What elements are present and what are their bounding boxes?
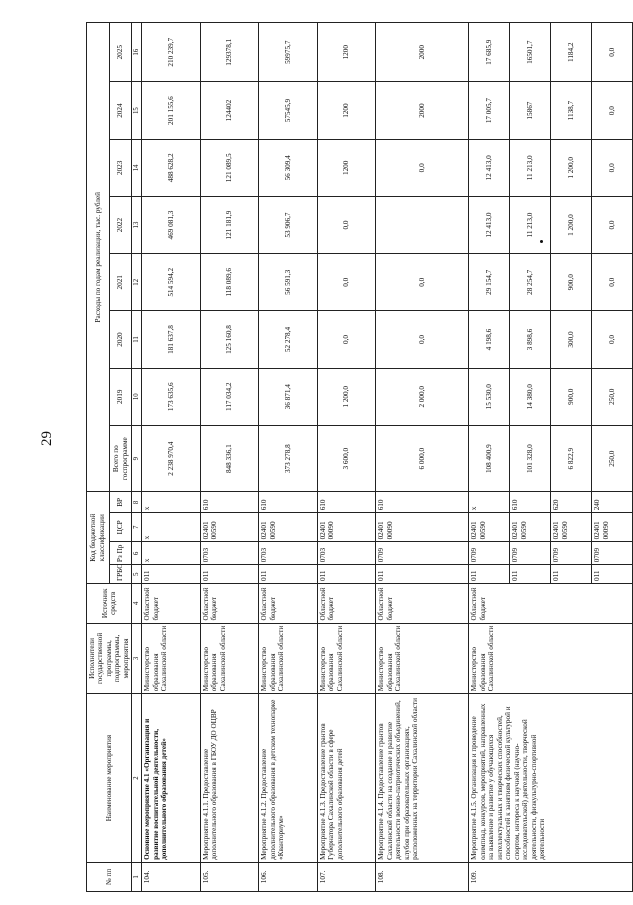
row-csr: 02401 00590 <box>259 513 317 542</box>
column-number: 12 <box>132 254 142 311</box>
row-grbs: 011 <box>510 565 551 584</box>
row-year-value: 117 034,2 <box>200 368 258 425</box>
header-name: Наименование мероприятия <box>87 694 132 863</box>
row-year-value: 12 413,0 <box>469 196 510 253</box>
column-number: 5 <box>132 565 142 584</box>
row-executor: Министерство образования Сахалинской области <box>317 623 375 694</box>
row-year-value: 0,0 <box>592 196 633 253</box>
row-total: 101 328,0 <box>510 425 551 492</box>
header-year: 2024 <box>109 82 132 139</box>
row-year-value: 1138,7 <box>551 82 592 139</box>
row-vr: 610 <box>376 492 469 513</box>
row-year-value: 118 089,6 <box>200 254 258 311</box>
row-source: Областной бюджет <box>142 584 200 624</box>
row-total: 848 336,1 <box>200 425 258 492</box>
row-source: Областной бюджет <box>200 584 258 624</box>
row-year-value: 0,0 <box>317 311 375 368</box>
row-year-value: 121 089,5 <box>200 139 258 196</box>
row-rzpr: x <box>142 542 200 565</box>
row-vr: 620 <box>551 492 592 513</box>
row-executor: Министерство образования Сахалинской области <box>259 623 317 694</box>
row-rzpr: 0709 <box>376 542 469 565</box>
header-year: 2025 <box>109 23 132 82</box>
row-csr: 02401 00590 <box>551 513 592 542</box>
row-year-value: 0,0 <box>376 311 469 368</box>
row-year-value: 1200 <box>317 23 375 82</box>
row-year-value <box>376 196 469 253</box>
row-grbs: 011 <box>592 565 633 584</box>
header-budget-class: Код бюджетной классификации <box>87 492 110 584</box>
row-grbs: 011 <box>142 565 200 584</box>
row-year-value: 0,0 <box>376 139 469 196</box>
row-year-value: 250,0 <box>592 368 633 425</box>
row-grbs: 011 <box>200 565 258 584</box>
header-csr: ЦСР <box>109 513 132 542</box>
row-vr: 610 <box>510 492 551 513</box>
column-number: 13 <box>132 196 142 253</box>
row-year-value: 4 198,6 <box>469 311 510 368</box>
row-total: 6 000,0 <box>376 425 469 492</box>
row-name: Мероприятие 4.1.5. Организация и проведение олимпиад, конкурсов, мероприятий, направленных на выявление и развитие у обучающихся интеллектуальных и творческих способностей, способностей к занятиям физической культурой и спортом, интереса к научной (научно-исследовательской) деятельности, творческой деятельности, физкультурно-спортивной деятельности <box>469 694 633 863</box>
row-name: Мероприятие 4.1.3. Предоставление грантов Губернатора Сахалинской области в сфере дополнительного образования детей <box>317 694 375 863</box>
row-year-value: 12 413,0 <box>469 139 510 196</box>
table-row <box>317 23 375 892</box>
row-year-value: 36 871,4 <box>259 368 317 425</box>
row-year-value: 129378,1 <box>200 23 258 82</box>
column-number: 4 <box>132 584 142 624</box>
row-year-value: 56 309,4 <box>259 139 317 196</box>
row-year-value: 488 628,2 <box>142 139 200 196</box>
row-rzpr: 0703 <box>259 542 317 565</box>
page-number: 29 <box>39 431 55 446</box>
column-number: 1 <box>132 862 142 891</box>
row-year-value: 173 635,6 <box>142 368 200 425</box>
row-year-value: 181 637,8 <box>142 311 200 368</box>
row-grbs: 011 <box>469 565 510 584</box>
row-total: 108 400,9 <box>469 425 510 492</box>
row-name: Мероприятие 4.1.2. Предоставление дополнительного образования в детском технопарке «Кванториум» <box>259 694 317 863</box>
row-csr: 02401 00090 <box>592 513 633 542</box>
row-year-value: 53 906,7 <box>259 196 317 253</box>
row-name: Мероприятие 4.1.1. Предоставление дополнительного образования в ГБОУ ДО ОЦВР <box>200 694 258 863</box>
row-year-value: 1 200,0 <box>551 139 592 196</box>
header-year: 2020 <box>109 311 132 368</box>
row-year-value: 0,0 <box>592 311 633 368</box>
row-year-value: 1200 <box>317 139 375 196</box>
header-year: 2019 <box>109 368 132 425</box>
row-rzpr: 0709 <box>551 542 592 565</box>
row-source: Областной бюджет <box>317 584 375 624</box>
row-number: 105. <box>200 862 258 891</box>
header-total: Всего по госпрограмме <box>109 425 132 492</box>
row-year-value: 2000 <box>376 82 469 139</box>
row-year-value: 11 213,0 <box>510 139 551 196</box>
row-name: Основное мероприятие 4.1 «Организация и развитие воспитательной деятельности, дополнительного образования детей» <box>142 694 200 863</box>
row-executor: Министерство образования Сахалинской области <box>142 623 200 694</box>
row-year-value: 201 155,6 <box>142 82 200 139</box>
row-vr: 610 <box>259 492 317 513</box>
row-year-value: 0,0 <box>592 254 633 311</box>
row-number: 104. <box>142 862 200 891</box>
header-year: 2022 <box>109 196 132 253</box>
row-rzpr: 0709 <box>510 542 551 565</box>
row-year-value: 0,0 <box>592 82 633 139</box>
row-year-value: 0,0 <box>592 23 633 82</box>
row-source: Областной бюджет <box>469 584 633 624</box>
row-number: 109. <box>469 862 633 891</box>
row-year-value: 15 530,0 <box>469 368 510 425</box>
row-year-value: 121 181,9 <box>200 196 258 253</box>
header-source: Источник средств <box>87 584 132 624</box>
column-number: 7 <box>132 513 142 542</box>
row-total: 6 822,9 <box>551 425 592 492</box>
row-number: 107. <box>317 862 375 891</box>
row-year-value: 15867 <box>510 82 551 139</box>
row-csr: 02401 00590 <box>510 513 551 542</box>
row-year-value: 900,0 <box>551 254 592 311</box>
row-number: 106. <box>259 862 317 891</box>
row-year-value: 29 154,7 <box>469 254 510 311</box>
row-year-value: 17 685,9 <box>469 23 510 82</box>
header-vr: ВР <box>109 492 132 513</box>
row-grbs: 011 <box>259 565 317 584</box>
header-executor: Исполнители государственной программы, подпрограммы, мероприятия <box>87 623 132 694</box>
row-rzpr: 0703 <box>317 542 375 565</box>
row-year-value: 514 594,2 <box>142 254 200 311</box>
header-year: 2021 <box>109 254 132 311</box>
row-csr: 02401 00090 <box>317 513 375 542</box>
row-total: 3 600,0 <box>317 425 375 492</box>
table-row <box>142 23 200 892</box>
row-source: Областной бюджет <box>259 584 317 624</box>
column-number: 2 <box>132 694 142 863</box>
column-number: 3 <box>132 623 142 694</box>
header-grbs: ГРБС <box>109 565 132 584</box>
row-year-value: 900,0 <box>551 368 592 425</box>
column-number: 10 <box>132 368 142 425</box>
row-year-value: 0,0 <box>317 196 375 253</box>
row-year-value: 2000 <box>376 23 469 82</box>
column-number: 8 <box>132 492 142 513</box>
header-expenses: Расходы по годам реализации, тыс. рублей <box>87 23 110 492</box>
row-year-value: 300,0 <box>551 311 592 368</box>
row-year-value: 57545,9 <box>259 82 317 139</box>
row-rzpr: 0709 <box>592 542 633 565</box>
row-vr: 610 <box>317 492 375 513</box>
row-year-value: 52 278,4 <box>259 311 317 368</box>
row-csr: 02401 00590 <box>469 513 510 542</box>
row-year-value: 56 591,3 <box>259 254 317 311</box>
row-year-value: 1 200,0 <box>317 368 375 425</box>
column-number: 9 <box>132 425 142 492</box>
row-total: 373 278,8 <box>259 425 317 492</box>
column-number: 15 <box>132 82 142 139</box>
row-year-value: 0,0 <box>592 139 633 196</box>
column-number-row <box>132 23 142 892</box>
column-number: 14 <box>132 139 142 196</box>
row-vr: 610 <box>200 492 258 513</box>
row-year-value: 0,0 <box>376 254 469 311</box>
row-year-value: 17 005,7 <box>469 82 510 139</box>
row-year-value: 59975,7 <box>259 23 317 82</box>
column-number: 11 <box>132 311 142 368</box>
row-year-value: 210 239,7 <box>142 23 200 82</box>
header-rzpr: Рз Пр <box>109 542 132 565</box>
header-num: № пп <box>87 862 132 891</box>
row-vr: 240 <box>592 492 633 513</box>
row-name: Мероприятие 4.1.4. Предоставление грантов Сахалинской области на создание и развитие деятельности военно-патриотических объединений, клубов при образовательных организациях, расположенных на территории Сахалинской области <box>376 694 469 863</box>
column-number: 6 <box>132 542 142 565</box>
row-year-value: 3 898,6 <box>510 311 551 368</box>
row-executor: Министерство образования Сахалинской области <box>469 623 633 694</box>
row-grbs: 011 <box>551 565 592 584</box>
header-year: 2023 <box>109 139 132 196</box>
row-year-value: 469 081,3 <box>142 196 200 253</box>
rotated-table-container <box>86 22 628 892</box>
table-row <box>469 23 510 892</box>
row-year-value: 11 213,0 <box>510 196 551 253</box>
budget-table <box>86 22 633 892</box>
row-csr: 02401 00090 <box>376 513 469 542</box>
row-total: 250,0 <box>592 425 633 492</box>
row-year-value: 2 000,0 <box>376 368 469 425</box>
table-row <box>200 23 258 892</box>
row-year-value: 28 254,7 <box>510 254 551 311</box>
row-year-value: 14 380,0 <box>510 368 551 425</box>
row-year-value: 1200 <box>317 82 375 139</box>
row-executor: Министерство образования Сахалинской области <box>376 623 469 694</box>
row-grbs: 011 <box>317 565 375 584</box>
row-year-value: 124402 <box>200 82 258 139</box>
row-executor: Министерство образования Сахалинской области <box>200 623 258 694</box>
row-year-value: 1 200,0 <box>551 196 592 253</box>
column-number: 16 <box>132 23 142 82</box>
row-year-value: 0,0 <box>317 254 375 311</box>
row-rzpr: 0709 <box>469 542 510 565</box>
row-vr: x <box>142 492 200 513</box>
row-grbs: 011 <box>376 565 469 584</box>
row-csr: 02401 00590 <box>200 513 258 542</box>
table-row <box>376 23 469 892</box>
row-year-value: 16501,7 <box>510 23 551 82</box>
row-number: 108. <box>376 862 469 891</box>
row-year-value: 125 160,8 <box>200 311 258 368</box>
row-vr: x <box>469 492 510 513</box>
row-rzpr: 0703 <box>200 542 258 565</box>
table-row <box>259 23 317 892</box>
table-body <box>142 23 633 892</box>
row-csr: x <box>142 513 200 542</box>
row-year-value: 1184,2 <box>551 23 592 82</box>
row-total: 2 238 970,4 <box>142 425 200 492</box>
row-source: Областной бюджет <box>376 584 469 624</box>
